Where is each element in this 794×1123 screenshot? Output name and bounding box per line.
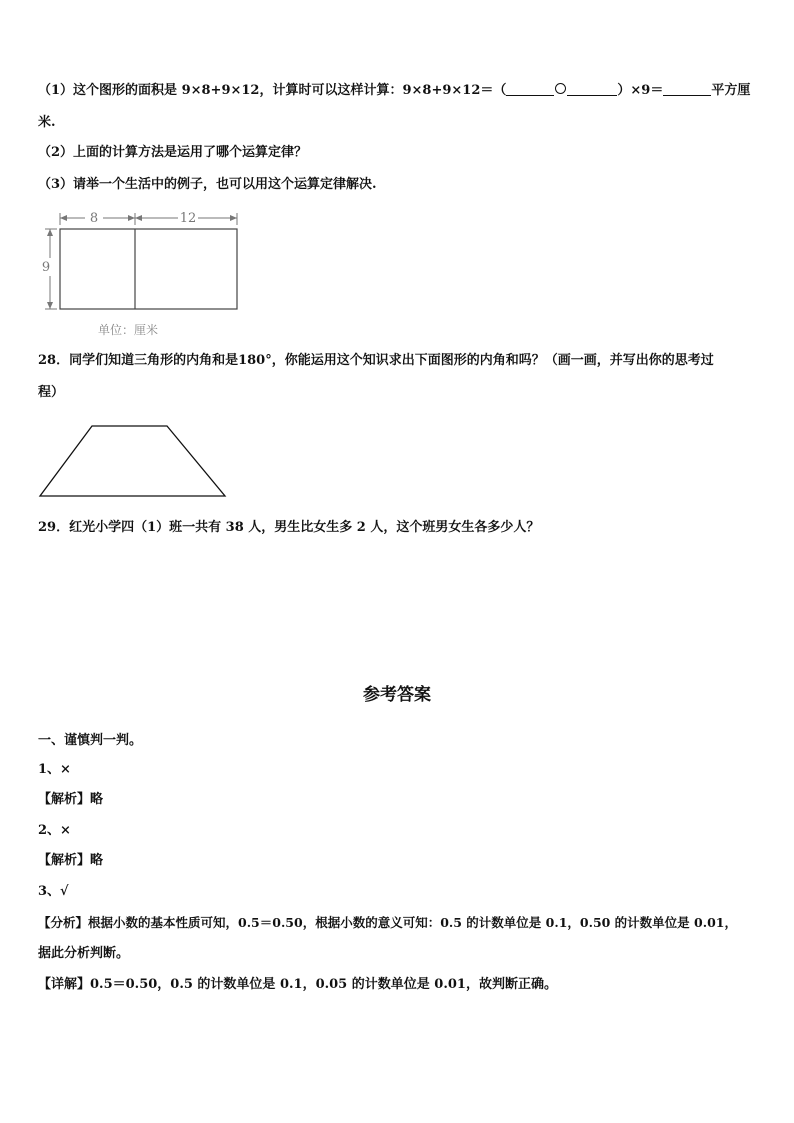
answer-3-detail: 【详解】0.5＝0.50，0.5 的计数单位是 0.1，0.05 的计数单位是 0.01，故判断正确。 (38, 977, 557, 992)
answer-blank-3[interactable] (663, 82, 711, 96)
answer-blank-1[interactable] (506, 82, 554, 96)
q29-text: 29．红光小学四（1）班一共有 38 人，男生比女生多 2 人，这个班男女生各多少人？ (38, 520, 540, 535)
q27-part1-continuation: 米. (38, 115, 56, 130)
q27-part3: （3）请举一个生活中的例子，也可以用这个运算定律解决. (38, 177, 377, 192)
q27-part1-text-b: ）×9＝ (617, 83, 664, 98)
q28-line2: 程） (38, 385, 65, 400)
answer-1: 1、× (38, 762, 71, 777)
answer-1-note: 【解析】略 (38, 792, 104, 807)
q27-part2: （2）上面的计算方法是运用了哪个运算定律？ (38, 145, 308, 160)
label-9: 9 (41, 260, 51, 275)
answer-3: 3、√ (38, 884, 69, 899)
operator-circle[interactable] (555, 83, 566, 94)
label-8: 8 (89, 211, 99, 226)
answers-title: 参考答案 (363, 685, 431, 705)
q28-line1: 28．同学们知道三角形的内角和是180°，你能运用这个知识求出下面图形的内角和吗？（画一画，并写出你的思考过 (38, 353, 714, 368)
answers-section-heading: 一、谨慎判一判。 (38, 733, 143, 748)
trapezoid-figure (36, 420, 236, 510)
answer-3-analysis-line2: 据此分析判断。 (38, 946, 130, 961)
answer-blank-2[interactable] (567, 82, 617, 96)
unit-label: 单位：厘米 (98, 323, 159, 337)
answer-2: 2、× (38, 823, 71, 838)
q27-part1-text-c: 平方厘 (711, 83, 751, 98)
q27-part1-text-a: （1）这个图形的面积是 9×8+9×12，计算时可以这样计算：9×8+9×12＝（ (38, 83, 507, 98)
rectangle-figure (30, 205, 290, 340)
answer-2-note: 【解析】略 (38, 853, 104, 868)
label-12: 12 (179, 211, 197, 226)
q27-part1-line (38, 82, 750, 100)
answer-3-analysis-line1: 【分析】根据小数的基本性质可知，0.5＝0.50，根据小数的意义可知：0.5 的计数单位是 0.1，0.50 的计数单位是 0.01， (38, 915, 737, 930)
